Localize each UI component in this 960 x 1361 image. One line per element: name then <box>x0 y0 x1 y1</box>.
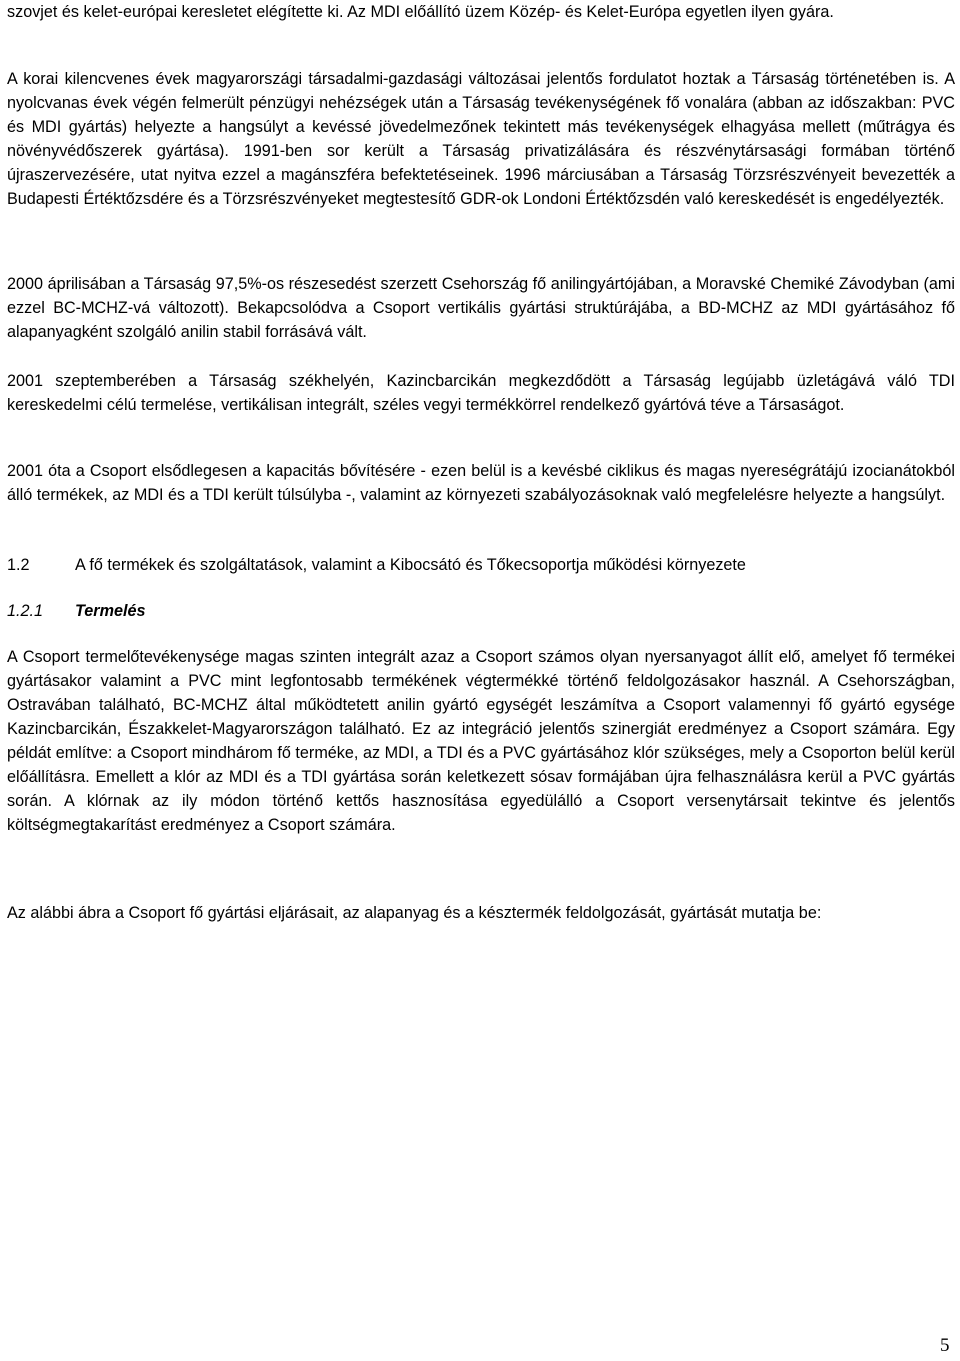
subsection-heading-title: Termelés <box>75 602 146 620</box>
section-heading-title: A fő termékek és szolgáltatások, valamint a Kibocsátó és Tőkecsoportja működési környezete <box>75 556 746 574</box>
paragraph-figure-intro: Az alábbi ábra a Csoport fő gyártási eljárásait, az alapanyag és a késztermék feldolgozását, gyártását mutatja be: <box>7 904 822 922</box>
paragraph-2001-tdi: 2001 szeptemberében a Társaság székhelyén, Kazincbarcikán megkezdődött a Társaság legújabb üzletágává váló TDI kereskedelmi célú termelése, vertikálisan integrált, széles vegyi termékkörrel rendelkező gyártóvá téve a Társaságot. <box>7 372 955 414</box>
paragraph-2000-acquisition: 2000 áprilisában a Társaság 97,5%-os részesedést szerzett Csehország fő anilingyártójában, a Moravské Chemiké Závodyban (ami ezzel BC-MCHZ-vá változott). Bekapcsolódva a Csoport vertikális gyártási struktúrájába, a BD-MCHZ az MDI gyártásához fő alapanyagként szolgáló anilin stabil forrásává vált. <box>7 275 955 341</box>
paragraph-nineties-history: A korai kilencvenes évek magyarországi társadalmi-gazdasági változásai jelentős fordulatot hoztak a Társaság történetében is. A nyolcvanas évek végén felmerült pénzügyi nehézségek után a Társaság tevékenységének fő vonalára (abban az időszakban: PVC és MDI gyártás) helyezte a hangsúlyt a kevéssé jövedelmezőnek tekintett más tevékenységek elhagyása mellett (műtrágya és növényvédőszerek gyártása). 1991-ben sor került a Társaság privatizálására és részvénytársasági formában történő újraszervezésére, utat nyitva ezzel a magánszféra befektetéseinek. 1996 márciusában a Társaság Törzsrészvényeit bevezették a Budapesti Értéktőzsdére és a Törzsrészvényeket megtestesítő GDR-ok Londoni Értéktőzsdén való kereskedését is engedélyezték. <box>7 70 955 208</box>
paragraph-mdi-plant: szovjet és kelet-európai keresletet elégítette ki. Az MDI előállító üzem Közép- és Kelet-Európa egyetlen ilyen gyára. <box>7 3 834 21</box>
paragraph-production: A Csoport termelőtevékenysége magas szinten integrált azaz a Csoport számos olyan nyersanyagot állít elő, amelyet fő termékei gyártásakor valamint a PVC mint legfontosabb termékének végtermékké történő feldolgozásakor használ. A Csehországban, Ostravában található, BC-MCHZ által működtetett anilin gyártó egységét leszámítva a Csoport valamennyi fő gyártó egysége Kazincbarcikán, Északkelet-Magyarországon található. Ez az integráció jelentős szinergiát eredményez a Csoport számára. Egy példát említve: a Csoport mindhárom fő terméke, az MDI, a TDI és a PVC gyártásához klór szükséges, mely a Csoporton belül kerül előállításra. Emellett a klór az MDI és a TDI gyártása során keletkezett sósav formájában újra felhasználásra kerül a PVC gyártás során. A klórnak az ily módon történő kettős hasznosítása egyedülálló a Csoport versenytársait tekintve és jelentős költségmegtakarítást eredményez a Csoport számára. <box>7 648 955 834</box>
subsection-heading <box>7 599 955 623</box>
section-heading-number: 1.2 <box>7 556 30 574</box>
paragraph-since-2001: 2001 óta a Csoport elsődlegesen a kapacitás bővítésére - ezen belül is a kevésbé ciklikus és magas nyereségrátájú izocianátokból álló termékek, az MDI és a TDI került túlsúlyba -, valamint az környezeti szabályozásoknak való megfelelésre helyezte a hangsúlyt. <box>7 462 955 504</box>
section-heading <box>7 553 955 577</box>
subsection-heading-number: 1.2.1 <box>7 602 44 620</box>
page-number: 5 <box>940 1335 950 1356</box>
